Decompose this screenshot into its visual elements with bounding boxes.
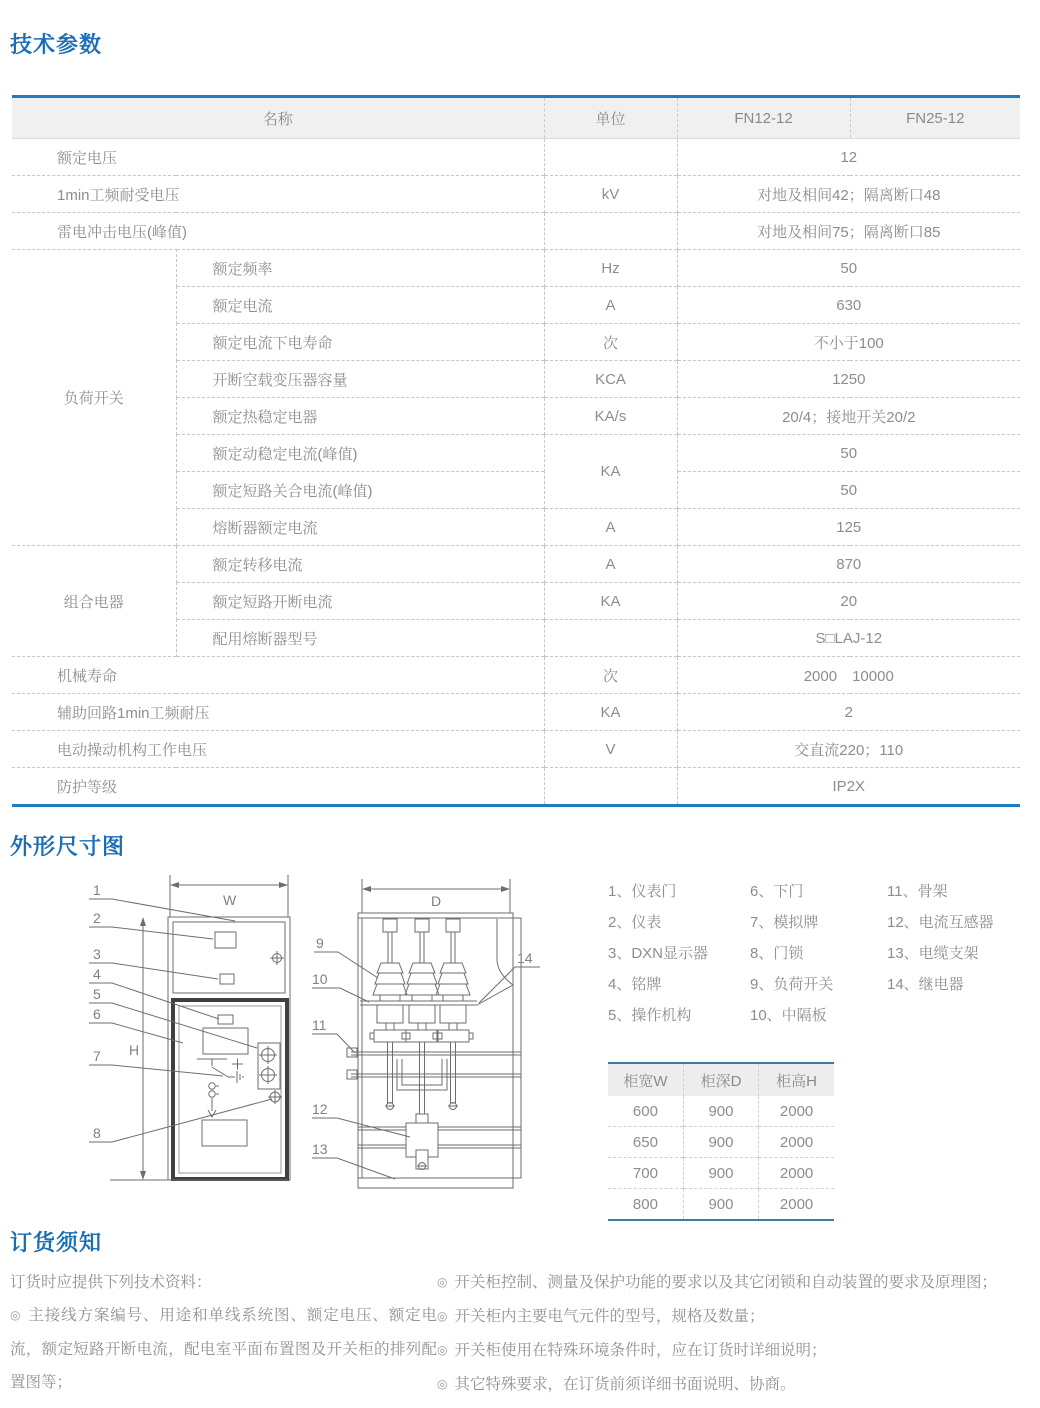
front-height-label: H [129,1042,140,1058]
dim-cell: 900 [683,1096,758,1127]
callout-label-7: 7 [93,1048,101,1064]
tech-cell-val: 630 [677,287,1020,324]
front-view-drawing [89,875,290,1180]
diagram-legend-column-1 [608,876,708,1031]
tech-cell-sub: 额定短路开断电流 [176,583,544,620]
legend-item: 8、门锁 [750,945,804,962]
tech-cell-name: 机械寿命 [12,657,544,694]
tech-cell-val: 50 [677,250,1020,287]
diagram-legend-column-3 [887,876,994,1000]
ordering-notes-item [437,1300,1037,1334]
callout-label-9: 9 [316,935,324,951]
tech-cell-name: 雷电冲击电压(峰值) [12,213,544,250]
dim-cell: 2000 [759,1189,834,1221]
front-width-label: W [223,892,237,908]
tech-cell-sub: 额定短路关合电流(峰值) [176,472,544,509]
ordering-notes-item [10,1299,437,1399]
tech-table-row [12,213,1020,250]
dim-cell: 2000 [759,1158,834,1189]
tech-parameters-table [12,95,1020,807]
tech-cell-unit: KA [544,694,677,731]
dim-table-row [608,1127,834,1158]
dim-cell: 600 [632,1102,658,1120]
outline-dimension-drawing [85,862,555,1207]
callout-label-1: 1 [93,882,101,898]
tech-cell-unit [544,768,677,806]
callout-label-2: 2 [93,910,101,926]
legend-item: 5、操作机构 [608,1007,692,1024]
dim-col-header: 柜深D [683,1063,758,1096]
ordering-notes-item-text: 开关柜控制、测量及保护功能的要求以及其它闭锁和自动装置的要求及原理图； [454,1274,997,1291]
ordering-notes-intro: 订货时应提供下列技术资料： [10,1274,212,1291]
legend-item: 11、骨架 [887,883,948,900]
legend-item: 3、DXN显示器 [608,945,709,962]
col-header-fn12: FN12-12 [677,97,850,139]
tech-cell-val: 1250 [677,361,1020,398]
tech-cell-sub: 额定转移电流 [176,546,544,583]
ordering-notes-item [437,1334,1037,1368]
legend-item: 1、仪表门 [608,883,677,900]
col-header-name: 名称 [12,97,544,139]
tech-cell-unit: A [544,287,677,324]
callout-label-13: 13 [312,1141,328,1157]
tech-cell-sub: 额定动稳定电流(峰值) [176,435,544,472]
dim-cell: 900 [683,1158,758,1189]
tech-cell-val: 不小于100 [677,324,1020,361]
tech-table-row [12,139,1020,176]
legend-item: 9、负荷开关 [750,976,834,993]
dim-table-row [608,1096,834,1127]
tech-cell-unit: 次 [544,324,677,361]
tech-cell-group: 组合电器 [12,546,176,657]
dim-cell: 2000 [759,1127,834,1158]
ring-bullet-icon: ◎ [437,1275,448,1289]
tech-cell-sub: 配用熔断器型号 [176,620,544,657]
dim-table-row [608,1189,834,1221]
tech-cell-unit: 次 [544,657,677,694]
tech-cell-unit: Hz [544,250,677,287]
callout-label-12: 12 [312,1101,328,1117]
tech-cell-unit: KA [544,435,677,509]
tech-cell-val: 870 [677,546,1020,583]
callout-label-8: 8 [93,1125,101,1141]
tech-cell-sub: 额定频率 [176,250,544,287]
callout-label-3: 3 [93,946,101,962]
callout-label-5: 5 [93,986,101,1002]
dim-table-row [608,1158,834,1189]
side-view-drawing [312,879,540,1188]
tech-cell-unit [544,213,677,250]
tech-cell-name: 1min工频耐受电压 [12,176,544,213]
tech-cell-val: IP2X [677,768,1020,806]
ring-bullet-icon: ◎ [437,1377,448,1391]
dim-cell: 900 [683,1127,758,1158]
tech-table-row [12,546,1020,583]
legend-item: 7、模拟牌 [750,914,819,931]
ring-bullet-icon: ◎ [10,1308,22,1322]
tech-cell-sub: 额定热稳定电器 [176,398,544,435]
tech-cell-unit: V [544,731,677,768]
callout-label-4: 4 [93,966,101,982]
dim-cell: 900 [683,1189,758,1221]
tech-cell-sub: 熔断器额定电流 [176,509,544,546]
col-header-fn25: FN25-12 [850,97,1020,139]
ordering-notes-title: 订货须知 [10,1230,103,1255]
legend-item: 4、铭牌 [608,976,662,993]
callout-label-14: 14 [517,950,533,966]
ordering-notes-item-text: 开关柜使用在特殊环境条件时，应在订货时详细说明； [454,1342,827,1359]
tech-params-title: 技术参数 [10,32,103,57]
legend-item: 10、中隔板 [750,1007,827,1024]
tech-table-row [12,657,1020,694]
tech-cell-val: 2000 10000 [677,657,1020,694]
tech-table-row [12,768,1020,806]
tech-cell-val: 对地及相间75；隔离断口85 [677,213,1020,250]
outline-dimensions-title: 外形尺寸图 [10,834,126,859]
dim-cell: 2000 [759,1096,834,1127]
tech-cell-name: 电动操动机构工作电压 [12,731,544,768]
callout-label-6: 6 [93,1006,101,1022]
tech-cell-val: 20/4；接地开关20/2 [677,398,1020,435]
tech-cell-unit: KCA [544,361,677,398]
tech-cell-val: 交直流220；110 [677,731,1020,768]
ordering-notes-item-text: 其它特殊要求，在订货前须详细书面说明、协商。 [454,1376,796,1393]
dim-col-header: 柜宽W [608,1063,683,1096]
dim-col-header: 柜高H [759,1063,834,1096]
col-header-unit: 单位 [544,97,677,139]
tech-cell-unit: kV [544,176,677,213]
side-depth-label: D [431,893,442,909]
dim-cell: 800 [608,1189,683,1221]
tech-table-row [12,250,1020,287]
diagram-legend-column-2 [750,876,833,1031]
ordering-notes-item [437,1368,1037,1402]
tech-cell-sub: 额定电流下电寿命 [176,324,544,361]
dimensions-header-row [608,1063,834,1096]
tech-cell-unit [544,139,677,176]
tech-cell-val: 50 [677,472,1020,509]
legend-item: 13、电缆支架 [887,945,979,962]
legend-item: 14、继电器 [887,976,964,993]
tech-cell-val: 50 [677,435,1020,472]
dim-cell: 650 [608,1127,683,1158]
callout-label-10: 10 [312,971,328,987]
legend-item: 12、电流互感器 [887,914,994,931]
tech-cell-val: 2 [677,694,1020,731]
tech-table-header-row [12,97,1020,139]
callout-label-11: 11 [312,1017,327,1033]
ordering-notes-left-column [10,1266,437,1399]
tech-table-row [12,694,1020,731]
tech-cell-unit [544,620,677,657]
tech-cell-unit: KA/s [544,398,677,435]
ordering-notes-item-text: 开关柜内主要电气元件的型号，规格及数量； [454,1308,765,1325]
tech-table-row [12,731,1020,768]
ordering-notes-item-text: 主接线方案编号、用途和单线系统图、额定电压、额定电流，额定短路开断电流，配电室平面布置图及开关柜的排列配置图等； [10,1307,437,1391]
legend-item: 2、仪表 [608,914,662,931]
tech-cell-name: 辅助回路1min工频耐压 [12,694,544,731]
tech-cell-val: 对地及相间42；隔离断口48 [677,176,1020,213]
tech-cell-sub: 开断空载变压器容量 [176,361,544,398]
ordering-notes-item [437,1266,1037,1300]
tech-cell-val: 12 [840,148,858,166]
ring-bullet-icon: ◎ [437,1309,448,1323]
tech-cell-sub: 额定电流 [176,287,544,324]
dim-cell: 700 [608,1158,683,1189]
ordering-notes-right-column [437,1266,1037,1402]
tech-cell-name: 额定电压 [57,149,118,167]
tech-table-row [12,176,1020,213]
tech-cell-unit: KA [544,583,677,620]
tech-cell-val: S□LAJ-12 [677,620,1020,657]
tech-cell-unit: A [544,509,677,546]
tech-cell-unit: A [544,546,677,583]
tech-cell-name: 防护等级 [12,768,544,806]
tech-cell-group: 负荷开关 [12,250,176,546]
legend-item: 6、下门 [750,883,804,900]
tech-cell-val: 125 [677,509,1020,546]
cabinet-dimensions-table [608,1062,834,1221]
tech-cell-val: 20 [677,583,1020,620]
ring-bullet-icon: ◎ [437,1343,448,1357]
